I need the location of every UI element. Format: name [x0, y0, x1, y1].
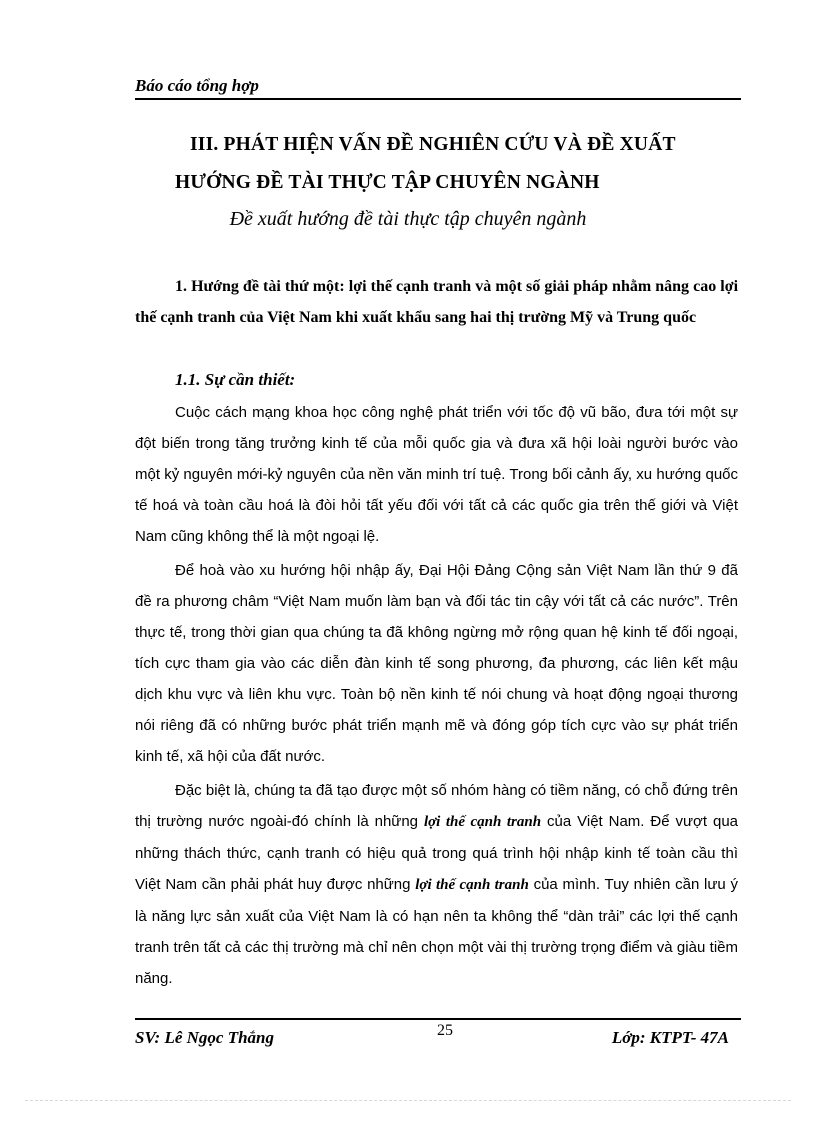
page-number: 25 [437, 1022, 453, 1039]
topic-label: 1. Hướng đề tài thứ một: [175, 278, 345, 295]
paragraph-2: Để hoà vào xu hướng hội nhập ấy, Đại Hội Đảng Cộng sản Việt Nam lần thứ 9 đã đề ra phương châm “Việt Nam muốn làm bạn và đối tác tin cậy với tất cả các nước”. Trên thực tế, trong thời gian qua chúng ta đã không ngừng mở rộng quan hệ kinh tế đối ngoại, tích cực tham gia vào các diễn đàn kinh tế song phương, đa phương, các liên kết mậu dịch khu vực và liên khu vực. Toàn bộ nền kinh tế nói chung và hoạt động ngoại thương nói riêng đã có những bước phát triển mạnh mẽ và đóng góp tích cực vào sự phát triển kinh tế, xã hội của đất nước. [135, 562, 738, 765]
page-footer [135, 1018, 741, 1047]
page-header [135, 76, 741, 100]
paragraph-3-part-1: Đặc biệt là, chúng ta đã tạo được một số nhóm hàng có tiềm năng, có chỗ đứng trên thị trường nước ngoài-đó chính là những [135, 782, 738, 830]
subsection-heading: 1.1. Sự cần thiết: [175, 370, 296, 389]
body-text [135, 397, 738, 994]
paragraph-1: Cuộc cách mạng khoa học công nghệ phát triển với tốc độ vũ bão, đưa tới một sự đột biến trong tăng trưởng kinh tế của mỗi quốc gia và đưa xã hội loài người bước vào một kỷ nguyên mới-kỷ nguyên của nền văn minh trí tuệ. Trong bối cảnh ấy, xu hướng quốc tế hoá và toàn cầu hoá là đòi hỏi tất yếu đối với tất cả các quốc gia trên thế giới và Việt Nam cũng không thể là một ngoại lệ. [135, 404, 738, 545]
footer-class: Lớp: KTPT- 47A [611, 1028, 729, 1047]
section-title-line-2: HƯỚNG ĐỀ TÀI THỰC TẬP CHUYÊN NGÀNH [175, 172, 600, 193]
header-title: Báo cáo tổng hợp [135, 76, 259, 95]
topic-heading [135, 271, 738, 333]
section-title-line-1: III. PHÁT HIỆN VẤN ĐỀ NGHIÊN CỨU VÀ ĐỀ XUẤT [190, 134, 676, 155]
paragraph-3-part-3: của mình. Tuy nhiên cần lưu ý là năng lực sản xuất của Việt Nam là có hạn nên ta không thể “dàn trải” các lợi thế cạnh tranh trên tất cả các thị trường mà chỉ nên chọn một vài thị trường trọng điểm và giàu tiềm năng. [135, 876, 738, 987]
paragraph-3-part-2: của Việt Nam. Để vượt qua những thách thức, cạnh tranh có hiệu quả trong quá trình hội nhập kinh tế toàn cầu thì Việt Nam cần phải phát huy được những [135, 813, 738, 893]
footer-student: SV: Lê Ngọc Thắng [135, 1028, 274, 1047]
page-edge-divider [25, 1100, 791, 1101]
paragraph-3 [135, 775, 738, 994]
emphasis-competitive-advantage-2: lợi thế cạnh tranh [415, 877, 529, 893]
topic-text: lợi thế cạnh tranh và một số giải pháp nhằm nâng cao lợi thế cạnh tranh của Việt Nam khi xuất khẩu sang hai thị trường Mỹ và Trung quốc [135, 278, 739, 326]
section-subtitle: Đề xuất hướng đề tài thực tập chuyên ngành [229, 208, 587, 230]
emphasis-competitive-advantage: lợi thế cạnh tranh [423, 814, 542, 830]
